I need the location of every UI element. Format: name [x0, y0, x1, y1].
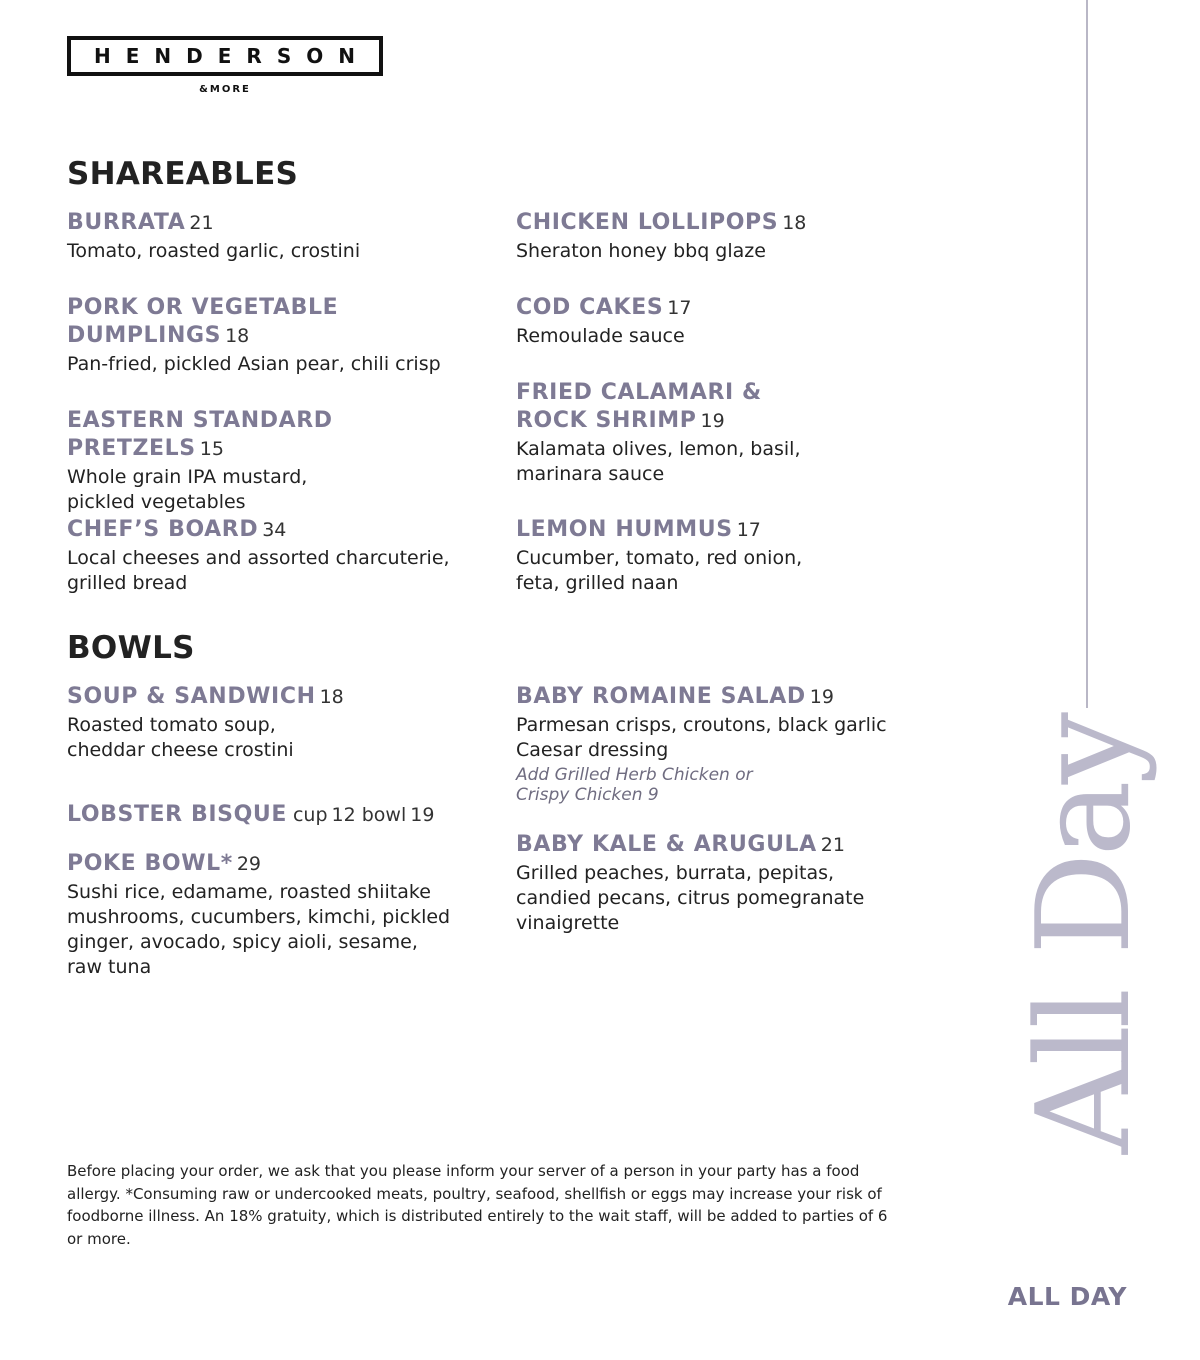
menu-item [516, 683, 936, 831]
item-price: 19 [809, 686, 834, 708]
bowls-right-column [516, 683, 936, 936]
item-name: BABY ROMAINE SALAD [516, 684, 806, 709]
item-addon: Add Grilled Herb Chicken or Crispy Chicken 9 [516, 765, 753, 805]
corner-label: ALL DAY [1007, 1282, 1127, 1311]
item-description: Grilled peaches, burrata, pepitas, candied pecans, citrus pomegranate vinaigrette [516, 862, 865, 934]
section-title-shareables: SHAREABLES [67, 156, 299, 192]
item-description: Pan-fried, pickled Asian pear, chili crisp [67, 353, 441, 375]
item-description: Local cheeses and assorted charcuterie, grilled bread [67, 547, 450, 594]
bowl-price: 19 [410, 804, 435, 826]
item-price: 17 [667, 297, 692, 319]
item-name: FRIED CALAMARI & ROCK SHRIMP [516, 380, 762, 433]
item-name: POKE BOWL* [67, 851, 233, 876]
item-description: Sushi rice, edamame, roasted shiitake mushrooms, cucumbers, kimchi, pickled ginger, avocado, spicy aioli, sesame, raw tuna [67, 881, 451, 978]
brand-name: HENDERSON [67, 36, 383, 76]
item-price: 29 [236, 853, 262, 875]
item-description: Whole grain IPA mustard, pickled vegetables [67, 466, 308, 513]
item-price: 34 [262, 519, 287, 541]
item-name: PORK OR VEGETABLE DUMPLINGS [67, 295, 339, 348]
item-name: LOBSTER BISQUE [67, 802, 287, 827]
item-name: LEMON HUMMUS [516, 517, 733, 542]
item-name: BABY KALE & ARUGULA [516, 832, 817, 857]
brand-logo [67, 36, 390, 95]
item-price: 17 [736, 519, 761, 541]
shareables-right-column [516, 209, 936, 596]
menu-item [67, 683, 487, 801]
item-price: 18 [782, 212, 807, 234]
bowls-left-column [67, 683, 487, 980]
item-price: 18 [319, 686, 344, 708]
item-name: EASTERN STANDARD PRETZELS [67, 408, 333, 461]
item-description: Tomato, roasted garlic, crostini [67, 240, 361, 262]
brand-sub: &MORE [199, 84, 251, 95]
menu-item [67, 801, 487, 850]
item-price: 15 [199, 438, 224, 460]
item-name: BURRATA [67, 210, 186, 235]
section-title-bowls: BOWLS [67, 630, 195, 666]
allergy-notice: Before placing your order, we ask that you please inform your server of a person in your party has a food allergy. *Consuming raw or undercooked meats, poultry, seafood, shellfish or eggs may increase your risk of foodborne illness. An 18% gratuity, which is distributed entirely to the wait staff, will be added to parties of 6 or more. [67, 1162, 888, 1248]
bowl-label: bowl [361, 804, 407, 826]
item-name: CHICKEN LOLLIPOPS [516, 210, 779, 235]
side-title-text: All Day [1010, 715, 1159, 1155]
menu-item [67, 850, 487, 980]
item-description: Parmesan crisps, croutons, black garlic Caesar dressing [516, 714, 887, 761]
menu-item [67, 209, 487, 294]
menu-item [67, 294, 441, 407]
item-name: SOUP & SANDWICH [67, 684, 316, 709]
item-description: Roasted tomato soup, cheddar cheese crostini [67, 714, 294, 761]
item-price: 21 [820, 834, 845, 856]
item-description: Cucumber, tomato, red onion, feta, grilled naan [516, 547, 803, 594]
item-price: 19 [700, 410, 725, 432]
divider-line [1086, 0, 1088, 708]
item-price: 18 [225, 325, 250, 347]
menu-item [516, 294, 936, 379]
menu-item [516, 379, 836, 516]
menu-item [516, 516, 936, 596]
menu-item [67, 407, 487, 516]
cup-price: 12 [331, 804, 356, 826]
menu-item [67, 516, 487, 596]
menu-item [516, 831, 936, 936]
shareables-left-column [67, 209, 487, 596]
item-name: CHEF’S BOARD [67, 517, 259, 542]
menu-item [516, 209, 936, 294]
side-title [1005, 715, 1165, 1155]
item-name: COD CAKES [516, 295, 664, 320]
item-description: Kalamata olives, lemon, basil, marinara sauce [516, 438, 801, 485]
item-description: Remoulade sauce [516, 325, 685, 347]
item-description: Sheraton honey bbq glaze [516, 240, 766, 262]
item-price: 21 [189, 212, 214, 234]
cup-label: cup [292, 804, 328, 826]
